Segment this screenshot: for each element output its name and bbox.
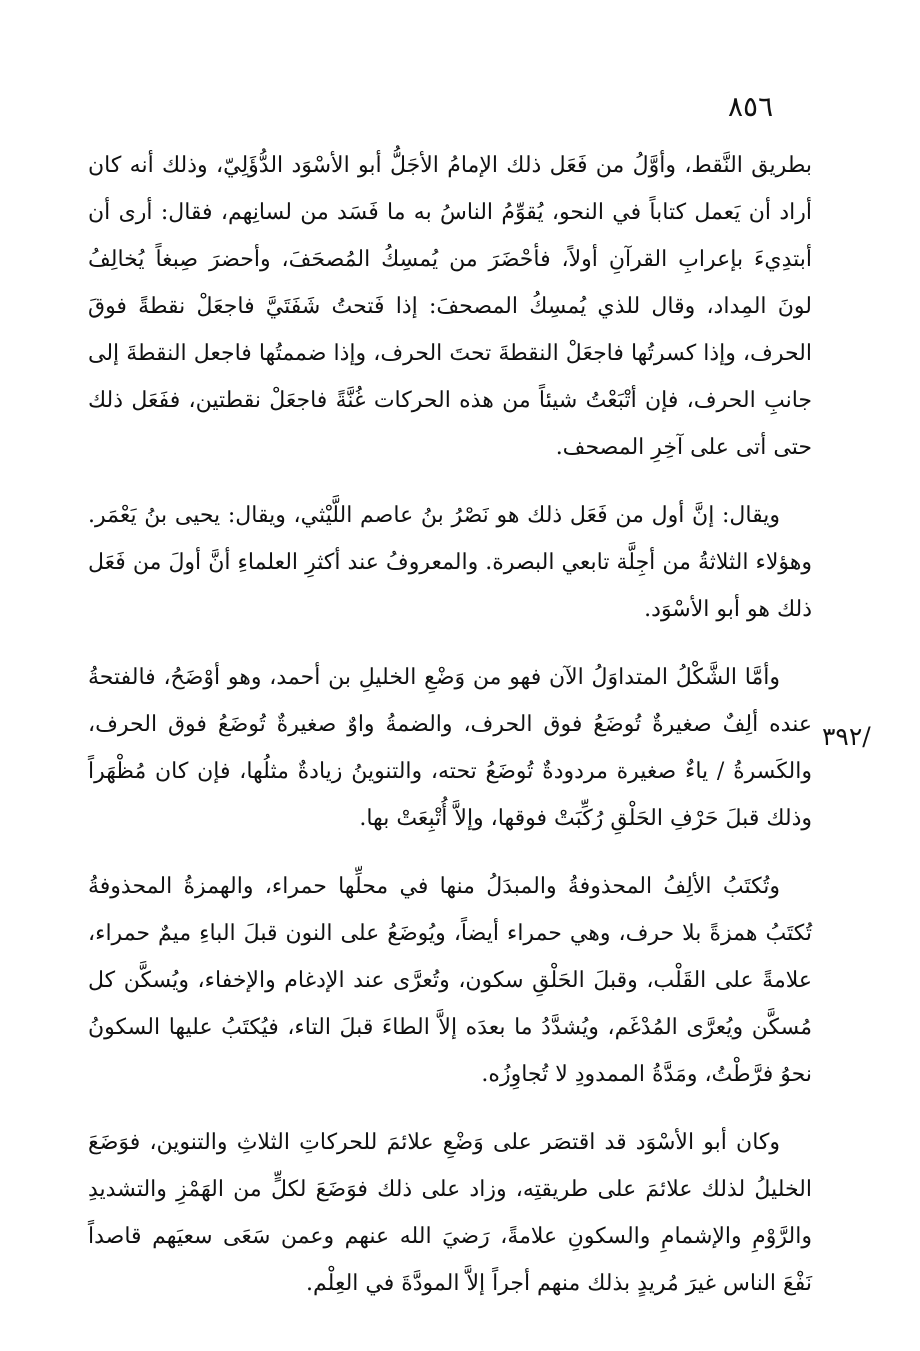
margin-page-reference: /٣٩٢: [822, 722, 871, 751]
paragraph-5: وكان أبو الأسْوَد قد اقتصَر على وَضْعِ علائمَ للحركاتِ الثلاثِ والتنوين، فوَضَعَ الخليلُ لذلك علائمَ على طريقتِه، وزاد على ذلك فوَضَعَ لكلٍّ من الهَمْزِ والتشديدِ والرَّوْمِ والإشمامِ والسكونِ علامةً، رَضيَ الله عنهم وعمن سَعَى سعيَهم قاصداً نَفْعَ الناس غيرَ مُريدٍ بذلك منهم أجراً إلاَّ المودَّةَ في العِلْم.: [88, 1130, 812, 1296]
paragraph-2: ويقال: إنَّ أول من فَعَل ذلك هو نَصْرُ بنُ عاصم اللَّيْثي، ويقال: يحيى بنُ يَعْمَر. وهؤلاء الثلاثةُ من أجِلَّة تابعي البصرة. والمعروفُ عند أكثرِ العلماءِ أنَّ أولَ من فَعَل ذلك هو أبو الأسْوَد.: [88, 503, 812, 622]
page-number: ٨٥٦: [728, 90, 774, 123]
paragraph-1: بطريق النَّقط، وأوَّلُ من فَعَل ذلك الإمامُ الأجَلُّ أبو الأسْوَد الدُّؤَلِيّ، وذلك أنه كان أراد أن يَعمل كتاباً في النحو، يُقوِّمُ الناسُ به ما فَسَد من لسانِهم، فقال: أرى أن أبتدِيءَ بإعرابِ القرآنِ أولاً، فأحْضَرَ من يُمسِكُ المُصحَفَ، وأحضرَ صِبغاً يُخالِفُ لونَ المِداد، وقال للذي يُمسِكُ المصحفَ: إذا فَتحتُ شَفَتَيَّ فاجعَلْ نقطةً فوقَ الحرف، وإذا كسرتُها فاجعَلْ النقطةَ تحتَ الحرف، وإذا ضممتُها فاجعل النقطةَ إلى جانبِ الحرف، فإن أتْبَعْتُ شيئاً من هذه الحركات غُنَّةً فاجعَلْ نقطتين، ففَعَل ذلك حتى أتى على آخِرِ المصحف.: [88, 153, 812, 460]
paragraph-3: وأمَّا الشَّكْلُ المتداوَلُ الآن فهو من وَضْعِ الخليلِ بن أحمد، وهو أوْضَحُ، فالفتحةُ عنده ألِفٌ صغيرةٌ تُوضَعُ فوق الحرف، والضمةُ واوٌ صغيرةٌ تُوضَعُ فوق الحرف، والكَسرةُ / ياءٌ صغيرة مردودةٌ تُوضَعُ تحته، والتنوينُ زيادةٌ مثلُها، فإن كان مُظْهَراً وذلك قبلَ حَرْفِ الحَلْقِ رُكِّبَتْ فوقها، وإلاَّ أُتْبِعَتْ بها.: [88, 665, 812, 831]
paragraph-4: وتُكتَبُ الألِفُ المحذوفةُ والمبدَلُ منها في محلِّها حمراء، والهمزةُ المحذوفةُ تُكتَبُ همزةً بلا حرف، وهي حمراء أيضاً، ويُوضَعُ على النون قبلَ الباءِ ميمٌ حمراء، علامةً على القَلْب، وقبلَ الحَلْقِ سكون، وتُعرَّى عند الإدغام والإخفاء، ويُسكَّن كل مُسكَّن ويُعرَّى المُدْغَم، ويُشدَّدُ ما بعدَه إلاَّ الطاءَ قبلَ التاء، فيُكتَبُ عليها السكونُ نحوُ فرَّطْتُ، ومَدَّةُ الممدودِ لا تُجاوِزُه.: [88, 874, 812, 1087]
body-text: [88, 142, 812, 1307]
